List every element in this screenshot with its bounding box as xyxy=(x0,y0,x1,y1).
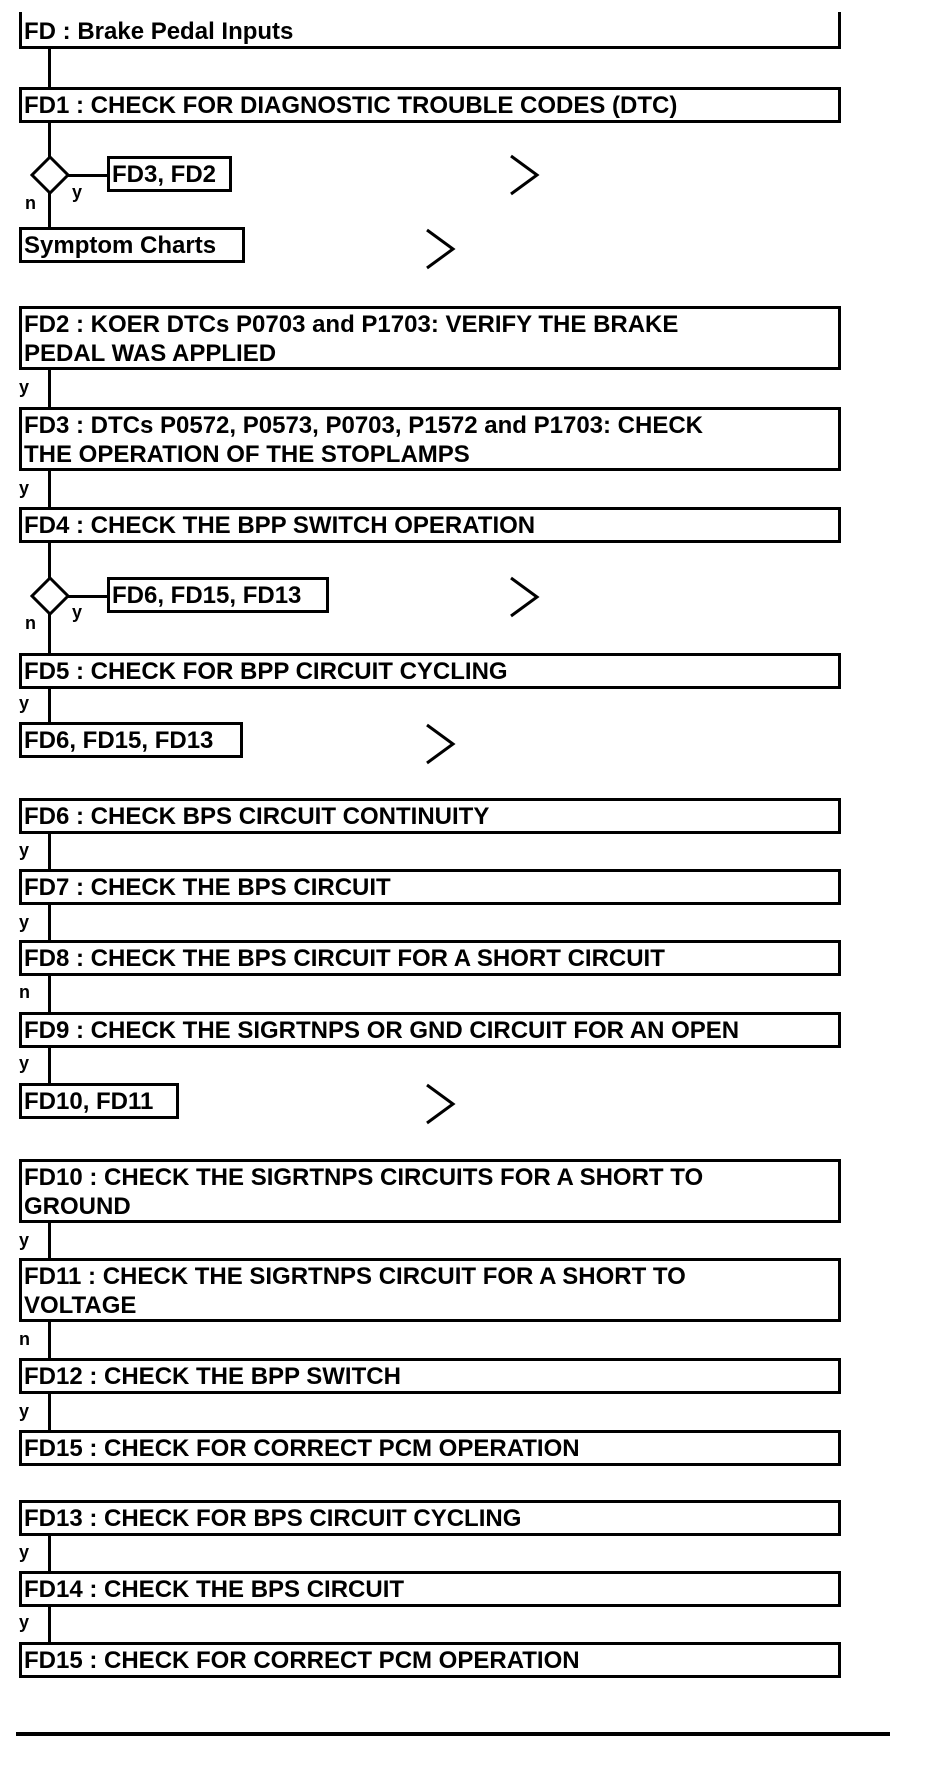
header-right-line xyxy=(838,12,841,48)
no-label: n xyxy=(25,613,36,633)
step-fd4[interactable]: FD4 : CHECK THE BPP SWITCH OPERATION xyxy=(19,507,841,543)
yes-label: y xyxy=(19,1401,30,1421)
step-fd8[interactable]: FD8 : CHECK THE BPS CIRCUIT FOR A SHORT CIRCUIT xyxy=(19,940,841,976)
connector xyxy=(48,123,51,157)
header-bottom-line xyxy=(19,46,841,49)
connector xyxy=(48,834,51,870)
step-fd1[interactable]: FD1 : CHECK FOR DIAGNOSTIC TROUBLE CODES (DTC) xyxy=(19,87,841,123)
chevron-right-icon[interactable] xyxy=(507,153,541,197)
connector xyxy=(48,1394,51,1431)
link-fd10-fd11[interactable]: FD10, FD11 xyxy=(19,1083,179,1119)
step-fd7[interactable]: FD7 : CHECK THE BPS CIRCUIT xyxy=(19,869,841,905)
bottom-divider xyxy=(16,1732,890,1736)
step-fd13[interactable]: FD13 : CHECK FOR BPS CIRCUIT CYCLING xyxy=(19,1500,841,1536)
step-fd11[interactable]: FD11 : CHECK THE SIGRTNPS CIRCUIT FOR A SHORT TO VOLTAGE xyxy=(19,1258,841,1322)
yes-label: y xyxy=(19,840,30,860)
header-title: FD : Brake Pedal Inputs xyxy=(24,18,294,45)
yes-label: y xyxy=(19,1230,30,1250)
decision-diamond xyxy=(30,576,70,616)
chevron-right-icon[interactable] xyxy=(423,722,457,766)
step-fd10[interactable]: FD10 : CHECK THE SIGRTNPS CIRCUITS FOR A SHORT TO GROUND xyxy=(19,1159,841,1223)
step-fd15[interactable]: FD15 : CHECK FOR CORRECT PCM OPERATION xyxy=(19,1430,841,1466)
step-fd2[interactable]: FD2 : KOER DTCs P0703 and P1703: VERIFY THE BRAKE PEDAL WAS APPLIED xyxy=(19,306,841,370)
yes-label: y xyxy=(19,1612,30,1632)
link-fd6-fd15-fd13[interactable]: FD6, FD15, FD13 xyxy=(107,577,329,613)
yes-label: y xyxy=(72,602,83,622)
chevron-right-icon[interactable] xyxy=(423,1082,457,1126)
no-label: n xyxy=(19,982,30,1002)
yes-label: y xyxy=(19,1053,30,1073)
connector xyxy=(48,1223,51,1259)
no-label: n xyxy=(19,1329,30,1349)
connector xyxy=(48,1322,51,1359)
connector xyxy=(68,595,108,598)
step-fd9[interactable]: FD9 : CHECK THE SIGRTNPS OR GND CIRCUIT FOR AN OPEN xyxy=(19,1012,841,1048)
connector xyxy=(48,1536,51,1572)
connector xyxy=(48,614,51,654)
link-symptom-charts[interactable]: Symptom Charts xyxy=(19,227,245,263)
yes-label: y xyxy=(19,377,30,397)
connector xyxy=(48,1607,51,1643)
connector xyxy=(48,1048,51,1084)
step-fd3[interactable]: FD3 : DTCs P0572, P0573, P0703, P1572 and P1703: CHECK THE OPERATION OF THE STOPLAMPS xyxy=(19,407,841,471)
step-fd15[interactable]: FD15 : CHECK FOR CORRECT PCM OPERATION xyxy=(19,1642,841,1678)
yes-label: y xyxy=(19,912,30,932)
connector xyxy=(68,174,108,177)
chevron-right-icon[interactable] xyxy=(423,227,457,271)
yes-label: y xyxy=(19,1542,30,1562)
no-label: n xyxy=(25,193,36,213)
step-fd6[interactable]: FD6 : CHECK BPS CIRCUIT CONTINUITY xyxy=(19,798,841,834)
link-fd6-fd15-fd13[interactable]: FD6, FD15, FD13 xyxy=(19,722,243,758)
connector xyxy=(48,976,51,1013)
connector xyxy=(48,471,51,508)
connector xyxy=(48,543,51,578)
step-fd12[interactable]: FD12 : CHECK THE BPP SWITCH xyxy=(19,1358,841,1394)
yes-label: y xyxy=(19,693,30,713)
connector xyxy=(48,48,51,88)
yes-label: y xyxy=(72,182,83,202)
link-fd3-fd2[interactable]: FD3, FD2 xyxy=(107,156,232,192)
yes-label: y xyxy=(19,478,30,498)
connector xyxy=(48,689,51,723)
connector xyxy=(48,193,51,228)
connector xyxy=(48,370,51,408)
connector xyxy=(48,905,51,941)
step-fd14[interactable]: FD14 : CHECK THE BPS CIRCUIT xyxy=(19,1571,841,1607)
step-fd5[interactable]: FD5 : CHECK FOR BPP CIRCUIT CYCLING xyxy=(19,653,841,689)
decision-diamond xyxy=(30,155,70,195)
chevron-right-icon[interactable] xyxy=(507,575,541,619)
header-left-line xyxy=(19,12,22,48)
